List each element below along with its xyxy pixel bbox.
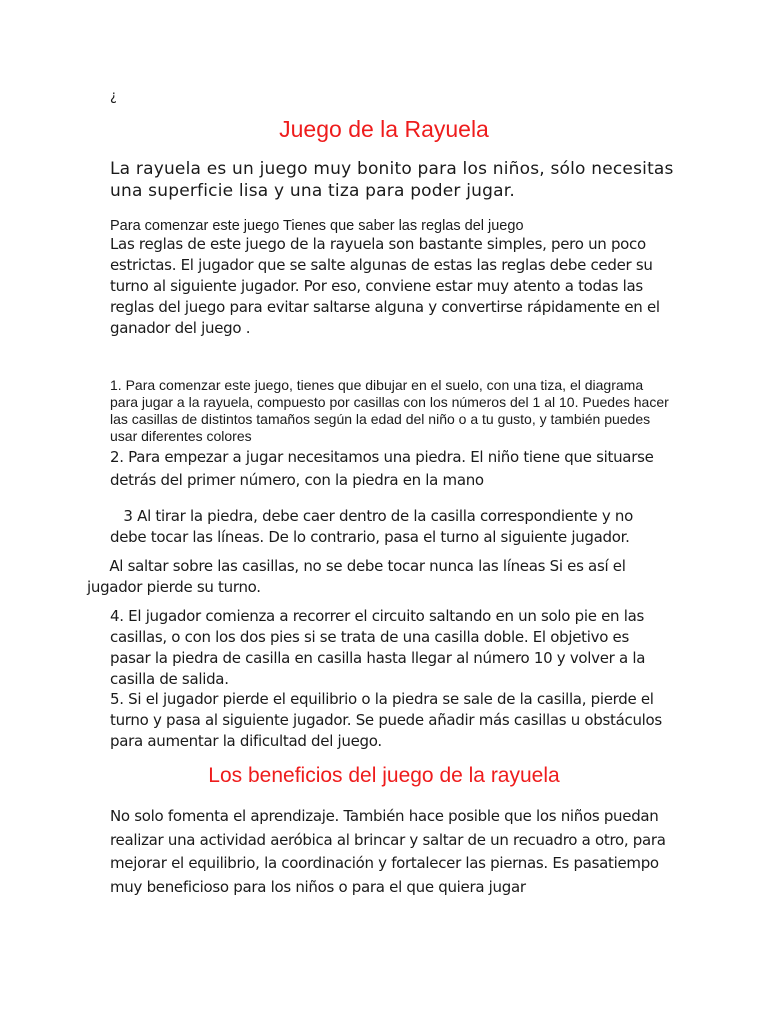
benefits-title: Los beneficios del juego de la rayuela (208, 764, 560, 787)
rules-heading: Para comenzar este juego Tienes que saber las reglas del juego (110, 218, 524, 234)
step-3-extra-text: Al saltar sobre las casillas, no se debe tocar nunca las líneas Si es así el jugador pierde su turno. (87, 557, 626, 596)
page-title: Juego de la Rayuela (279, 116, 489, 142)
step-2: 2. Para empezar a jugar necesitamos una piedra. El niño tiene que situarse detrás del primer número, con la piedra en la mano (110, 448, 654, 489)
step-3 (110, 506, 670, 548)
step-5: 5. Si el jugador pierde el equilibrio o la piedra se sale de la casilla, pierde el turno y pasa al siguiente jugador. Se puede añadir más casillas u obstáculos para aumentar la dificultad del juego. (110, 690, 662, 750)
benefits-paragraph: No solo fomenta el aprendizaje. También hace posible que los niños puedan realizar una actividad aeróbica al brincar y saltar de un recuadro a otro, para mejorar el equilibrio, la coordinación y fortalecer las piernas. Es pasatiempo muy beneficioso para los niños o para el que quiera jugar (110, 807, 666, 896)
step-1: 1. Para comenzar este juego, tienes que dibujar en el suelo, con una tiza, el diagrama para jugar a la rayuela, compuesto por casillas con los números del 1 al 10. Puedes hacer las casillas de distintos tamaños según la edad del niño o a tu gusto, y también puedes usar diferentes colores (110, 377, 669, 444)
step-4: 4. El jugador comienza a recorrer el circuito saltando en un solo pie en las casillas, o con los dos pies si se trata de una casilla doble. El objetivo es pasar la piedra de casilla en casilla hasta llegar al número 10 y volver a la casilla de salida. (110, 607, 646, 688)
rules-paragraph: Las reglas de este juego de la rayuela son bastante simples, pero un poco estrictas. El jugador que se salte algunas de estas las reglas debe ceder su turno al siguiente jugador. Por eso, conviene estar muy atento a todas las reglas del juego para evitar saltarse alguna y convertirse rápidamente en el ganador del juego . (110, 235, 660, 337)
step-3-extra (87, 556, 667, 598)
step-3-text: 3 Al tirar la piedra, debe caer dentro de la casilla correspondiente y no debe tocar las líneas. De lo contrario, pasa el turno al siguiente jugador. (110, 507, 634, 546)
inverted-question-mark: ¿ (110, 89, 117, 104)
intro-paragraph: La rayuela es un juego muy bonito para los niños, sólo necesitas una superficie lisa y una tiza para poder jugar. (110, 159, 674, 201)
